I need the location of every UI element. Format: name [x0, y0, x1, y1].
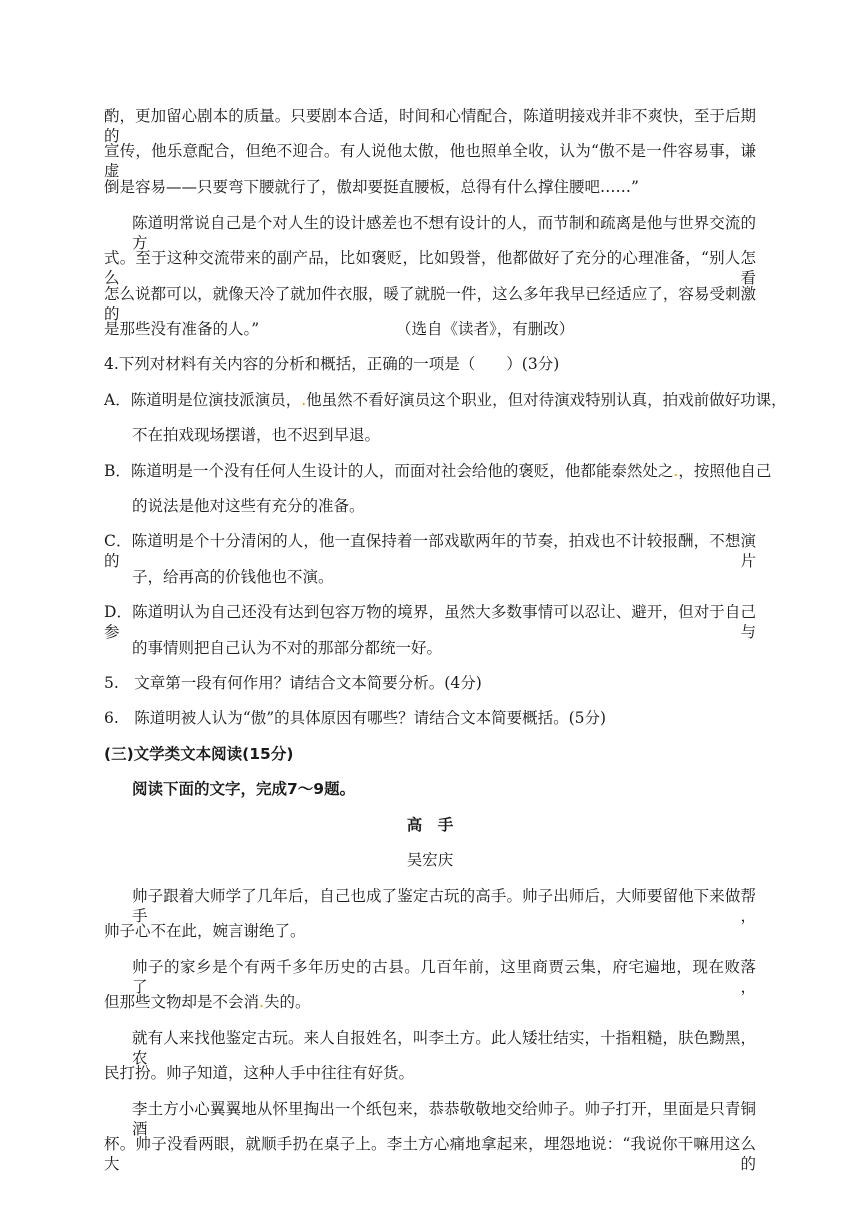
story-paragraph: 民打扮。帅子知道，这种人手中往往有好货。: [104, 1064, 415, 1082]
option-b-cont: 的说法是他对这些有充分的准备。: [132, 497, 365, 515]
passage-line: 是那些没有准备的人。”: [104, 320, 260, 338]
option-b: B．陈道明是一个没有任何人生设计的人，而面对社会给他的褒贬，他都能泰然处之.，按照他自己: [104, 462, 772, 480]
section-heading: (三)文学类文本阅读(15分): [104, 745, 294, 763]
passage-line: 宣传，他乐意配合，但绝不迎合。有人说他太傲，他也照单全收，认为“傲不是一件容易事，谦虚: [104, 142, 756, 180]
passage-line: 式。至于这种交流带来的副产品，比如褒贬，比如毁誉，他都做好了充分的心理准备，“别人怎么看: [104, 249, 756, 287]
story-paragraph: 李土方小心翼翼地从怀里掏出一个纸包来，恭恭敬敬地交给帅子。帅子打开，里面是只青铜酒: [132, 1100, 756, 1138]
story-paragraph: 帅子跟着大师学了几年后，自己也成了鉴定古玩的高手。帅子出师后，大师要留他下来做帮手，: [132, 887, 756, 925]
story-paragraph: 帅子心不在此，婉言谢绝了。: [104, 922, 306, 940]
question-4-stem: 4.下列对材料有关内容的分析和概括，正确的一项是（ ）(3分): [104, 355, 560, 373]
story-paragraph: 杯。帅子没看两眼，就顺手扔在桌子上。李土方心痛地拿起来，埋怨地说：“我说你干嘛用这么大的: [104, 1135, 756, 1173]
source-citation: （选自《读者》，有删改）: [396, 320, 575, 338]
option-c: C．陈道明是个十分清闲的人，他一直保持着一部戏歇两年的节奏，拍戏也不计较报酬，不想演的片: [104, 532, 756, 570]
story-title: 高 手: [406, 816, 454, 834]
option-a: A．陈道明是位演技派演员，.他虽然不看好演员这个职业，但对待演戏特别认真，拍戏前做好功课，: [104, 391, 787, 409]
story-paragraph: 就有人来找他鉴定古玩。来人自报姓名，叫李土方。此人矮壮结实，十指粗糙，肤色黝黑，农: [132, 1029, 756, 1067]
story-author: 吴宏庆: [406, 851, 454, 869]
story-paragraph: 帅子的家乡是个有两千多年历史的古县。几百年前，这里商贾云集，府宅遍地，现在败落了，: [132, 958, 756, 996]
option-c-cont: 子，给再高的价钱他也不演。: [132, 568, 334, 586]
passage-line: 倒是容易——只要弯下腰就行了，傲却要挺直腰板，总得有什么撑住腰吧……”: [104, 178, 639, 196]
passage-line: 酌，更加留心剧本的质量。只要剧本合适，时间和心情配合，陈道明接戏并非不爽快，至于后期的: [104, 107, 756, 145]
reading-instruction: 阅读下面的文字，完成7～9题。: [132, 780, 356, 798]
option-d-cont: 的事情则把自己认为不对的那部分都统一好。: [132, 639, 443, 657]
question-6: 6. 陈道明被人认为“傲”的具体原因有哪些？请结合文本简要概括。(5分): [104, 709, 607, 727]
passage-line: 怎么说都可以，就像天冷了就加件衣服，暖了就脱一件，这么多年我早已经适应了，容易受刺激的: [104, 285, 756, 323]
passage-line: 陈道明常说自己是个对人生的设计感差也不想有设计的人，而节制和疏离是他与世界交流的方: [132, 214, 756, 252]
option-a-cont: 不在拍戏现场摆谱，也不迟到早退。: [132, 426, 381, 444]
question-5: 5. 文章第一段有何作用？请结合文本简要分析。(4分): [104, 674, 482, 692]
story-paragraph: 但那些文物却是不会消.失的。: [104, 993, 311, 1011]
option-d: D．陈道明认为自己还没有达到包容万物的境界，虽然大多数事情可以忍让、避开，但对于自己参与: [104, 603, 756, 641]
